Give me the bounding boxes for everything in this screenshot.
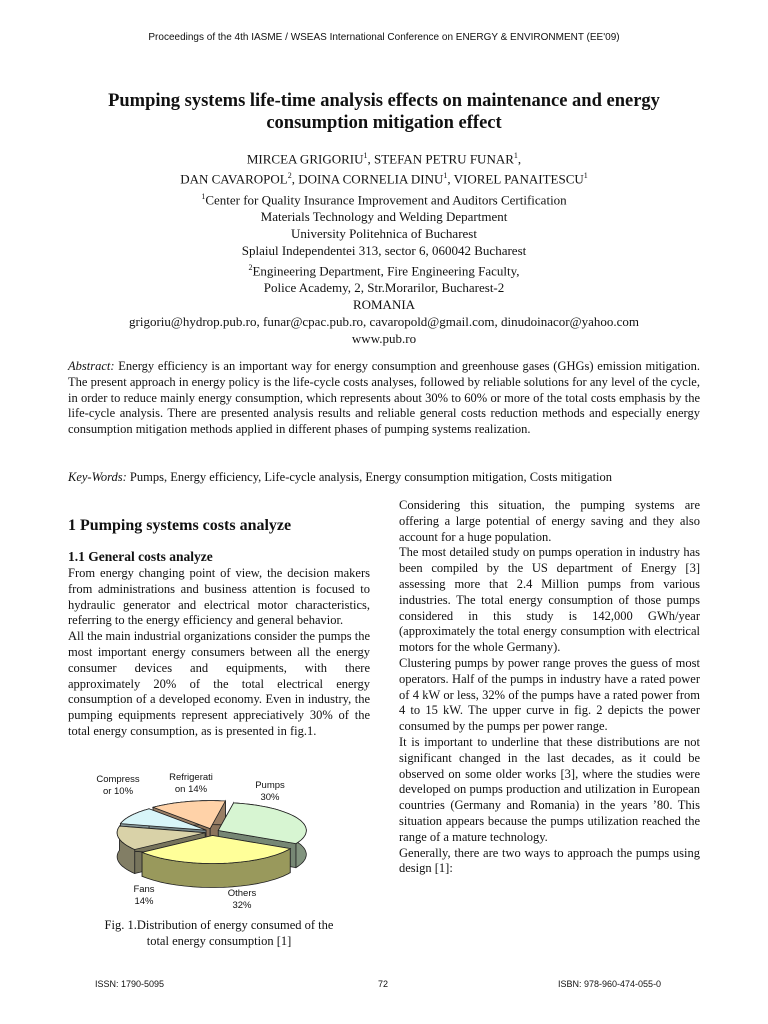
paragraph: The most detailed study on pumps operation in industry has been compiled by the US department of Energy [3] assessing more that 2.4 Million pumps from various industries. The total energy consumption of those pumps considered in this study is 142,000 GWh/year (approximately the total energy consumption with electrical motors for the whole Germany).	[399, 545, 700, 655]
author-line-1: MIRCEA GRIGORIU$^1$, STEFAN PETRU FUNAR$^1$,	[246, 151, 522, 167]
footer-issn: ISSN: 1790-5095	[95, 979, 165, 989]
author-block	[40, 147, 728, 347]
paper-title: Pumping systems life-time analysis effects on maintenance and energy consumption mitigation effect	[108, 91, 660, 133]
author-line-2: DAN CAVAROPOL$^2$, DOINA CORNELIA DINU$^1$, VIOREL PANAITESCU$^1$	[180, 171, 588, 187]
footer-page-number: 72	[378, 979, 389, 989]
paragraph: Considering this situation, the pumping systems are offering a large potential of energy saving and they also account for a huge population.	[399, 498, 700, 544]
affiliation-1-dept: Materials Technology and Welding Department	[260, 208, 508, 224]
abstract-text: Energy efficiency is an important way for energy consumption and greenhouse gases (GHGs) emission mitigation. The present approach in energy policy is the life-cycle costs analyses, followed by reliable solutions for any level of the cycle, in order to reduce mainly energy consumption, which represents about 30% to 60% or more of the total costs emphasis by the life-cycle analysis. There are presented analysis results and reliable general costs reduction methods and especially energy consumption mitigation methods applied in different phases of pumping systems realization.	[68, 359, 700, 437]
figure-caption	[68, 917, 370, 949]
figure-caption-line-1: Fig. 1.Distribution of energy consumed of the	[104, 918, 334, 932]
paragraph: It is important to underline that these distributions are not significant changed in the last decades, as it could be observed on some older works [3], where the studies were developed on pumps production and utilization in European countries (Germany and Romania) in the years ’80. This situation appears because the pumps utilization reached the range of a mature technology.	[399, 734, 700, 844]
affiliation-1: $^1$Center for Quality Insurance Improvement and Auditors Certification	[201, 191, 567, 207]
keywords-text: Pumps, Energy efficiency, Life-cycle analysis, Energy consumption mitigation, Costs mitigation	[126, 470, 613, 484]
abstract-label: Abstract:	[68, 359, 115, 373]
affiliation-2-address: Police Academy, 2, Str.Morarilor, Bucharest-2	[263, 280, 505, 296]
pie-label-compress: Compress or 10%	[96, 774, 140, 797]
abstract	[68, 359, 700, 438]
author-emails: grigoriu@hydrop.pub.ro, funar@cpac.pub.ro, cavaropold@gmail.com, dinudoinacor@yahoo.com	[129, 314, 639, 330]
affiliation-1-univ: University Politehnica of Bucharest	[291, 225, 477, 241]
author-website: www.pub.ro	[351, 331, 417, 347]
pie-label-others: Others 32%	[227, 888, 257, 911]
pie-label-refrigeration: Refrigerati on 14%	[169, 772, 213, 795]
keywords	[68, 469, 700, 485]
pie-label-pumps: Pumps 30%	[255, 780, 285, 803]
affiliation-1-address: Splaiul Independentei 313, sector 6, 060042 Bucharest	[241, 242, 527, 258]
left-column-text	[68, 566, 370, 740]
subsection-heading-1-1: 1.1 General costs analyze	[68, 549, 213, 564]
paragraph: Clustering pumps by power range proves the guess of most operators. Half of the pumps in industry have a rated power of 4 kW or less, 32% of the pumps have a rated power from 4 to 15 kW. The upper curve in fig. 2 depicts the power consumed by the pumps per power range.	[399, 655, 700, 734]
section-heading-1: 1 Pumping systems costs analyze	[68, 517, 292, 534]
country: ROMANIA	[352, 297, 416, 313]
energy-distribution-pie-chart	[70, 770, 370, 915]
paragraph: From energy changing point of view, the decision makers from administrations and business attention is focused to hydraulic generator and electrical motor characteristics, referring to the energy efficiency and general behavior.	[68, 566, 370, 628]
right-column-text	[399, 498, 700, 877]
paragraph: All the main industrial organizations consider the pumps the most important energy consumers between all the energy consumer devices and equipments, with there approximately 20% of the total electrical energy consumption of a developed economy. Even in industry, the pumping equipments represent appreciatively 30% of the total energy consumption, as is presented in fig.1.	[68, 629, 370, 738]
paragraph: Generally, there are two ways to approach the pumps using design [1]:	[399, 845, 700, 876]
affiliation-2: $^2$Engineering Department, Fire Engineering Faculty,	[248, 262, 520, 279]
figure-caption-line-2: total energy consumption [1]	[146, 934, 292, 948]
footer-isbn: ISBN: 978-960-474-055-0	[558, 979, 662, 989]
keywords-label: Key-Words:	[68, 470, 127, 484]
proceedings-header: Proceedings of the 4th IASME / WSEAS International Conference on ENERGY & ENVIRONMENT (EE'09)	[148, 32, 620, 43]
pie-label-fans: Fans 14%	[133, 884, 155, 907]
